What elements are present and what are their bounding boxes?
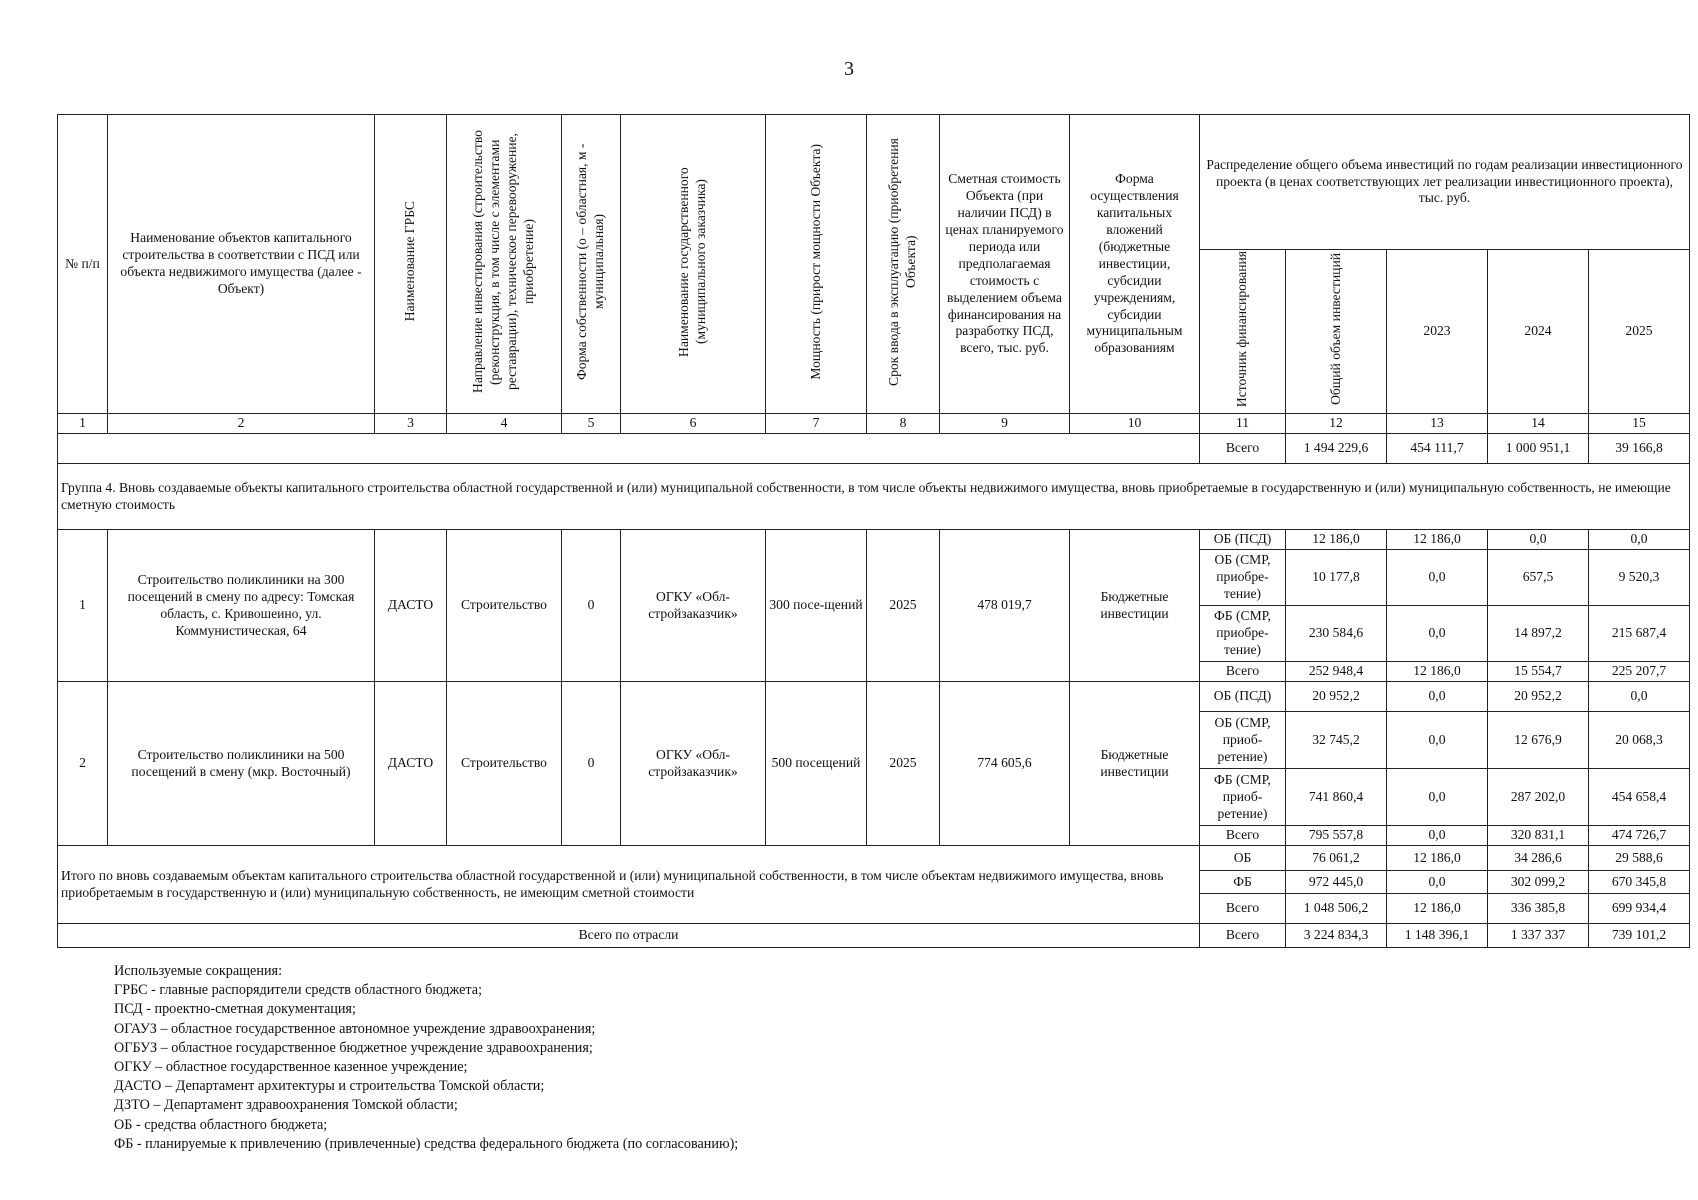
source-cell: ОБ xyxy=(1200,846,1286,871)
y2025-cell: 0,0 xyxy=(1589,682,1690,712)
total-cell: 741 860,4 xyxy=(1286,769,1387,826)
source-cell: Всего xyxy=(1200,662,1286,682)
source-cell: Всего xyxy=(1200,894,1286,924)
source-cell: Всего xyxy=(1200,434,1286,464)
source-cell: ОБ (ПСД) xyxy=(1200,682,1286,712)
header-source-text: Источник финансирования xyxy=(1234,251,1249,408)
abbreviation-item: ОГКУ – областное государственное казенное учреждение; xyxy=(114,1059,468,1076)
header-term-text: Срок ввода в эксплуатацию (приобретения Объекта) xyxy=(886,137,918,386)
header-2025: 2025 xyxy=(1589,250,1690,414)
y2024-cell: 336 385,8 xyxy=(1488,894,1589,924)
source-cell: ОБ (СМР, приобре-тение) xyxy=(1200,550,1286,606)
object-ownership: 0 xyxy=(562,682,621,846)
header-num: № п/п xyxy=(58,115,108,414)
object-direction: Строительство xyxy=(447,530,562,682)
page-number: 3 xyxy=(844,58,854,80)
header-object-name: Наименование объектов капитального строительства в соответствии с ПСД или объекта недвижимого имущества (далее - Объект) xyxy=(108,115,375,414)
abbreviation-item: ДЗТО – Департамент здравоохранения Томской области; xyxy=(114,1097,458,1114)
abbreviation-item: ОБ - средства областного бюджета; xyxy=(114,1116,328,1133)
y2024-cell: 20 952,2 xyxy=(1488,682,1589,712)
y2024-cell: 12 676,9 xyxy=(1488,712,1589,769)
y2025-cell: 454 658,4 xyxy=(1589,769,1690,826)
y2024-cell: 14 897,2 xyxy=(1488,606,1589,662)
y2023-cell: 454 111,7 xyxy=(1387,434,1488,464)
source-cell: ОБ (СМР, приоб-ретение) xyxy=(1200,712,1286,769)
source-cell: ОБ (ПСД) xyxy=(1200,530,1286,550)
total-cell: 230 584,6 xyxy=(1286,606,1387,662)
object-num: 1 xyxy=(58,530,108,682)
y2025-cell: 0,0 xyxy=(1589,530,1690,550)
object-grbs: ДАСТО xyxy=(375,530,447,682)
y2024-cell: 320 831,1 xyxy=(1488,826,1589,846)
abbreviations-list xyxy=(114,962,738,1154)
y2023-cell: 0,0 xyxy=(1387,550,1488,606)
col-num: 12 xyxy=(1286,414,1387,434)
y2025-cell: 39 166,8 xyxy=(1589,434,1690,464)
group-title: Группа 4. Вновь создаваемые объекты капитального строительства областной государственной и (или) муниципальной собственности, в том числе объекты недвижимого имущества, вновь приобретаемые в государственную и (или) муниципальную собственность, не имеющие сметную стоимость xyxy=(58,464,1690,530)
object-form: Бюджетные инвестиции xyxy=(1070,682,1200,846)
y2024-cell: 15 554,7 xyxy=(1488,662,1589,682)
abbreviation-item: ФБ - планируемые к привлечению (привлеченные) средства федерального бюджета (по согласованию); xyxy=(114,1135,739,1152)
y2024-cell: 657,5 xyxy=(1488,550,1589,606)
y2023-cell: 12 186,0 xyxy=(1387,846,1488,871)
total-cell: 795 557,8 xyxy=(1286,826,1387,846)
header-distribution: Распределение общего объема инвестиций по годам реализации инвестиционного проекта (в ценах соответствующих лет реализации инвестиционного проекта), тыс. руб. xyxy=(1200,115,1690,250)
header-source xyxy=(1200,250,1286,414)
y2025-cell: 9 520,3 xyxy=(1589,550,1690,606)
top-total-empty xyxy=(58,434,1200,464)
header-direction-text: Направление инвестирования (строительство (реконструкция, в том числе с элементами реставрации), техническое перевооружение, приобретение) xyxy=(470,130,536,394)
total-cell: 10 177,8 xyxy=(1286,550,1387,606)
object-customer: ОГКУ «Обл-стройзаказчик» xyxy=(621,530,766,682)
y2024-cell: 287 202,0 xyxy=(1488,769,1589,826)
header-direction xyxy=(447,115,562,414)
col-num: 14 xyxy=(1488,414,1589,434)
source-cell: ФБ (СМР, приобре-тение) xyxy=(1200,606,1286,662)
header-2023: 2023 xyxy=(1387,250,1488,414)
col-num: 7 xyxy=(766,414,867,434)
total-cell: 20 952,2 xyxy=(1286,682,1387,712)
header-ownership xyxy=(562,115,621,414)
col-num: 11 xyxy=(1200,414,1286,434)
total-cell: 32 745,2 xyxy=(1286,712,1387,769)
industry-total-row xyxy=(58,924,1690,948)
object-name: Строительство поликлиники на 500 посещений в смену (мкр. Восточный) xyxy=(108,682,375,846)
y2023-cell: 12 186,0 xyxy=(1387,662,1488,682)
source-cell: Всего xyxy=(1200,924,1286,948)
object-grbs: ДАСТО xyxy=(375,682,447,846)
object-term: 2025 xyxy=(867,530,940,682)
top-total-row xyxy=(58,434,1690,464)
abbreviation-item: ГРБС - главные распорядители средств областного бюджета; xyxy=(114,982,483,999)
y2025-cell: 739 101,2 xyxy=(1589,924,1690,948)
total-cell: 3 224 834,3 xyxy=(1286,924,1387,948)
header-cost: Сметная стоимость Объекта (при наличии ПСД) в ценах планируемого периода или предполагаемая стоимость с выделением объема финансирования на разработку ПСД, всего, тыс. руб. xyxy=(940,115,1070,414)
object-cost: 774 605,6 xyxy=(940,682,1070,846)
object-capacity: 300 посе-щений xyxy=(766,530,867,682)
table-row xyxy=(58,530,1690,550)
object-ownership: 0 xyxy=(562,530,621,682)
total-cell: 972 445,0 xyxy=(1286,871,1387,894)
y2025-cell: 699 934,4 xyxy=(1589,894,1690,924)
y2024-cell: 302 099,2 xyxy=(1488,871,1589,894)
total-cell: 252 948,4 xyxy=(1286,662,1387,682)
y2024-cell: 0,0 xyxy=(1488,530,1589,550)
col-num: 2 xyxy=(108,414,375,434)
y2023-cell: 0,0 xyxy=(1387,769,1488,826)
total-cell: 76 061,2 xyxy=(1286,846,1387,871)
col-num: 10 xyxy=(1070,414,1200,434)
col-num: 15 xyxy=(1589,414,1690,434)
source-cell: Всего xyxy=(1200,826,1286,846)
total-cell: 1 494 229,6 xyxy=(1286,434,1387,464)
y2025-cell: 670 345,8 xyxy=(1589,871,1690,894)
header-customer-text: Наименование государственного (муниципального заказчика) xyxy=(676,166,708,357)
y2023-cell: 0,0 xyxy=(1387,871,1488,894)
y2024-cell: 34 286,6 xyxy=(1488,846,1589,871)
table-row xyxy=(58,846,1690,871)
group-total-label: Итого по вновь создаваемым объектам капитального строительства областной государственной и (или) муниципальной собственности, в том числе объектам недвижимого имущества, вновь приобретаемым в государственную и (или) муниципальную собственность, не имеющим сметной стоимости xyxy=(58,846,1200,924)
y2025-cell: 29 588,6 xyxy=(1589,846,1690,871)
source-cell: ФБ (СМР, приоб-ретение) xyxy=(1200,769,1286,826)
header-capacity-text: Мощность (прирост мощности Объекта) xyxy=(807,143,823,380)
source-cell: ФБ xyxy=(1200,871,1286,894)
header-grbs xyxy=(375,115,447,414)
col-num: 6 xyxy=(621,414,766,434)
y2025-cell: 225 207,7 xyxy=(1589,662,1690,682)
y2024-cell: 1 337 337 xyxy=(1488,924,1589,948)
object-num: 2 xyxy=(58,682,108,846)
header-capacity xyxy=(766,115,867,414)
y2023-cell: 12 186,0 xyxy=(1387,894,1488,924)
header-grbs-text: Наименование ГРБС xyxy=(402,201,417,322)
object-cost: 478 019,7 xyxy=(940,530,1070,682)
col-num: 1 xyxy=(58,414,108,434)
y2023-cell: 0,0 xyxy=(1387,712,1488,769)
y2025-cell: 474 726,7 xyxy=(1589,826,1690,846)
y2023-cell: 12 186,0 xyxy=(1387,530,1488,550)
y2024-cell: 1 000 951,1 xyxy=(1488,434,1589,464)
col-num: 8 xyxy=(867,414,940,434)
header-customer xyxy=(621,115,766,414)
header-term xyxy=(867,115,940,414)
y2023-cell: 0,0 xyxy=(1387,682,1488,712)
abbreviation-item: ОГАУЗ – областное государственное автономное учреждение здравоохранения; xyxy=(114,1020,596,1037)
col-num: 4 xyxy=(447,414,562,434)
y2023-cell: 0,0 xyxy=(1387,826,1488,846)
header-total xyxy=(1286,250,1387,414)
object-name: Строительство поликлиники на 300 посещений в смену по адресу: Томская область, с. Кривошеино, ул. Коммунистическая, 64 xyxy=(108,530,375,682)
total-cell: 1 048 506,2 xyxy=(1286,894,1387,924)
y2023-cell: 1 148 396,1 xyxy=(1387,924,1488,948)
col-num: 5 xyxy=(562,414,621,434)
table-row xyxy=(58,682,1690,712)
header-2024: 2024 xyxy=(1488,250,1589,414)
industry-total-label: Всего по отрасли xyxy=(58,924,1200,948)
investment-table xyxy=(57,114,1690,948)
object-term: 2025 xyxy=(867,682,940,846)
col-num: 13 xyxy=(1387,414,1488,434)
abbreviation-item: ДАСТО – Департамент архитектуры и строительства Томской области; xyxy=(114,1078,545,1095)
y2023-cell: 0,0 xyxy=(1387,606,1488,662)
object-capacity: 500 посещений xyxy=(766,682,867,846)
object-form: Бюджетные инвестиции xyxy=(1070,530,1200,682)
abbreviations-heading: Используемые сокращения: xyxy=(114,963,283,979)
total-cell: 12 186,0 xyxy=(1286,530,1387,550)
object-direction: Строительство xyxy=(447,682,562,846)
y2025-cell: 215 687,4 xyxy=(1589,606,1690,662)
column-numbers-row xyxy=(58,414,1690,434)
abbreviation-item: ОГБУЗ – областное государственное бюджетное учреждение здравоохранения; xyxy=(114,1039,593,1056)
abbreviation-item: ПСД - проектно-сметная документация; xyxy=(114,1001,356,1018)
col-num: 9 xyxy=(940,414,1070,434)
header-total-text: Общий объем инвестиций xyxy=(1327,253,1343,405)
col-num: 3 xyxy=(375,414,447,434)
header-ownership-text: Форма собственности (о – областная, м - муниципальная) xyxy=(574,143,606,380)
y2025-cell: 20 068,3 xyxy=(1589,712,1690,769)
header-form: Форма осуществления капитальных вложений (бюджетные инвестиции, субсидии учреждениям, субсидии муниципальным образованиям xyxy=(1070,115,1200,414)
object-customer: ОГКУ «Обл-стройзаказчик» xyxy=(621,682,766,846)
